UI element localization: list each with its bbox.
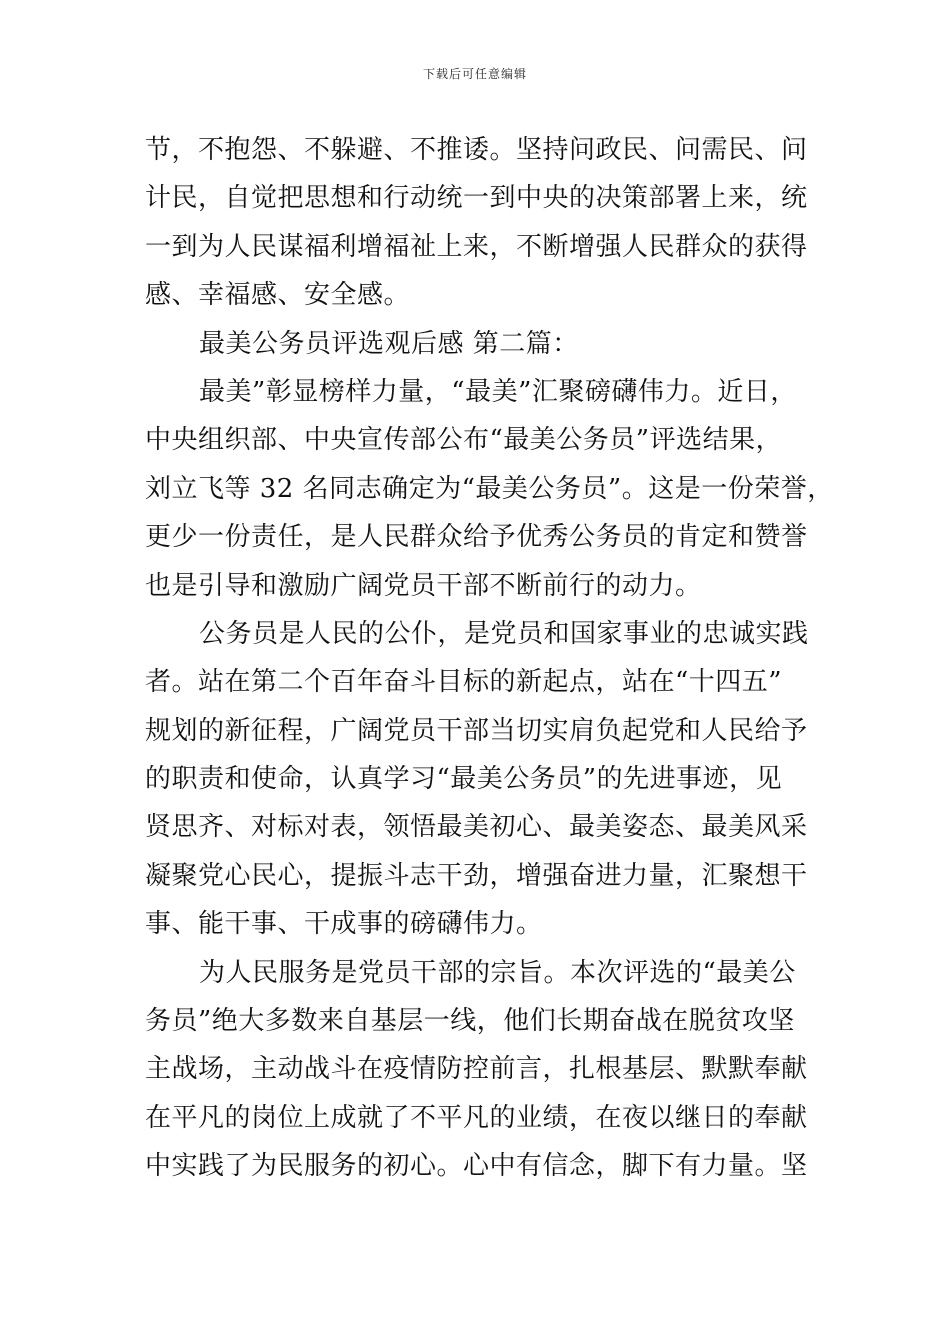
text-line: 规划的新征程，广阔党员干部当切实肩负起党和人民给予 [145, 715, 808, 746]
text-line: 的职责和使命，认真学习“最美公务员”的先进事迹，见 [145, 764, 783, 795]
text-line: 事、能干事、干成事的磅礴伟力。 [145, 909, 543, 940]
text-line: 感、幸福感、安全感。 [145, 280, 411, 311]
text-line: 中央组织部、中央宣传部公布“最美公务员”评选结果， [145, 425, 783, 456]
text-line: 公务员是人民的公仆，是党员和国家事业的忠诚实践 [199, 618, 809, 649]
body-text [145, 126, 834, 1191]
text-line: 为人民服务是党员干部的宗旨。本次评选的“最美公 [199, 957, 796, 988]
text-line: 最美”彰显榜样力量，“最美”汇聚磅礴伟力。近日， [199, 376, 797, 407]
text-line: 主战场，主动战斗在疫情防控前言，扎根基层、默默奉献 [145, 1054, 808, 1085]
text-line: 贤思齐、对标对表，领悟最美初心、最美姿态、最美风采 [145, 812, 808, 843]
text-line: 在平凡的岗位上成就了不平凡的业绩，在夜以继日的奉献 [145, 1102, 808, 1133]
section-heading: 最美公务员评选观后感 第二篇： [199, 328, 579, 359]
text-line: 者。站在第二个百年奋斗目标的新起点，站在“十四五” [145, 667, 783, 698]
text-line: 更少一份责任，是人民群众给予优秀公务员的肯定和赞誉 [145, 522, 808, 553]
text-line: 计民，自觉把思想和行动统一到中央的决策部署上来，统 [145, 183, 808, 214]
text-line: 刘立飞等 32 名同志确定为“最美公务员”。这是一份荣誉， [145, 473, 834, 504]
text-line: 凝聚党心民心，提振斗志干劲，增强奋进力量，汇聚想干 [145, 860, 808, 891]
text-line: 务员”绝大多数来自基层一线，他们长期奋战在脱贫攻坚 [145, 1006, 795, 1037]
text-line: 中实践了为民服务的初心。心中有信念，脚下有力量。坚 [145, 1151, 808, 1182]
text-line: 节，不抱怨、不躲避、不推诿。坚持问政民、问需民、问 [145, 135, 808, 165]
text-line: 也是引导和激励广阔党员干部不断前行的动力。 [145, 570, 702, 601]
text-line: 一到为人民谋福利增福祉上来，不断增强人民群众的获得 [145, 231, 808, 262]
header-note: 下载后可任意编辑 [422, 67, 527, 81]
